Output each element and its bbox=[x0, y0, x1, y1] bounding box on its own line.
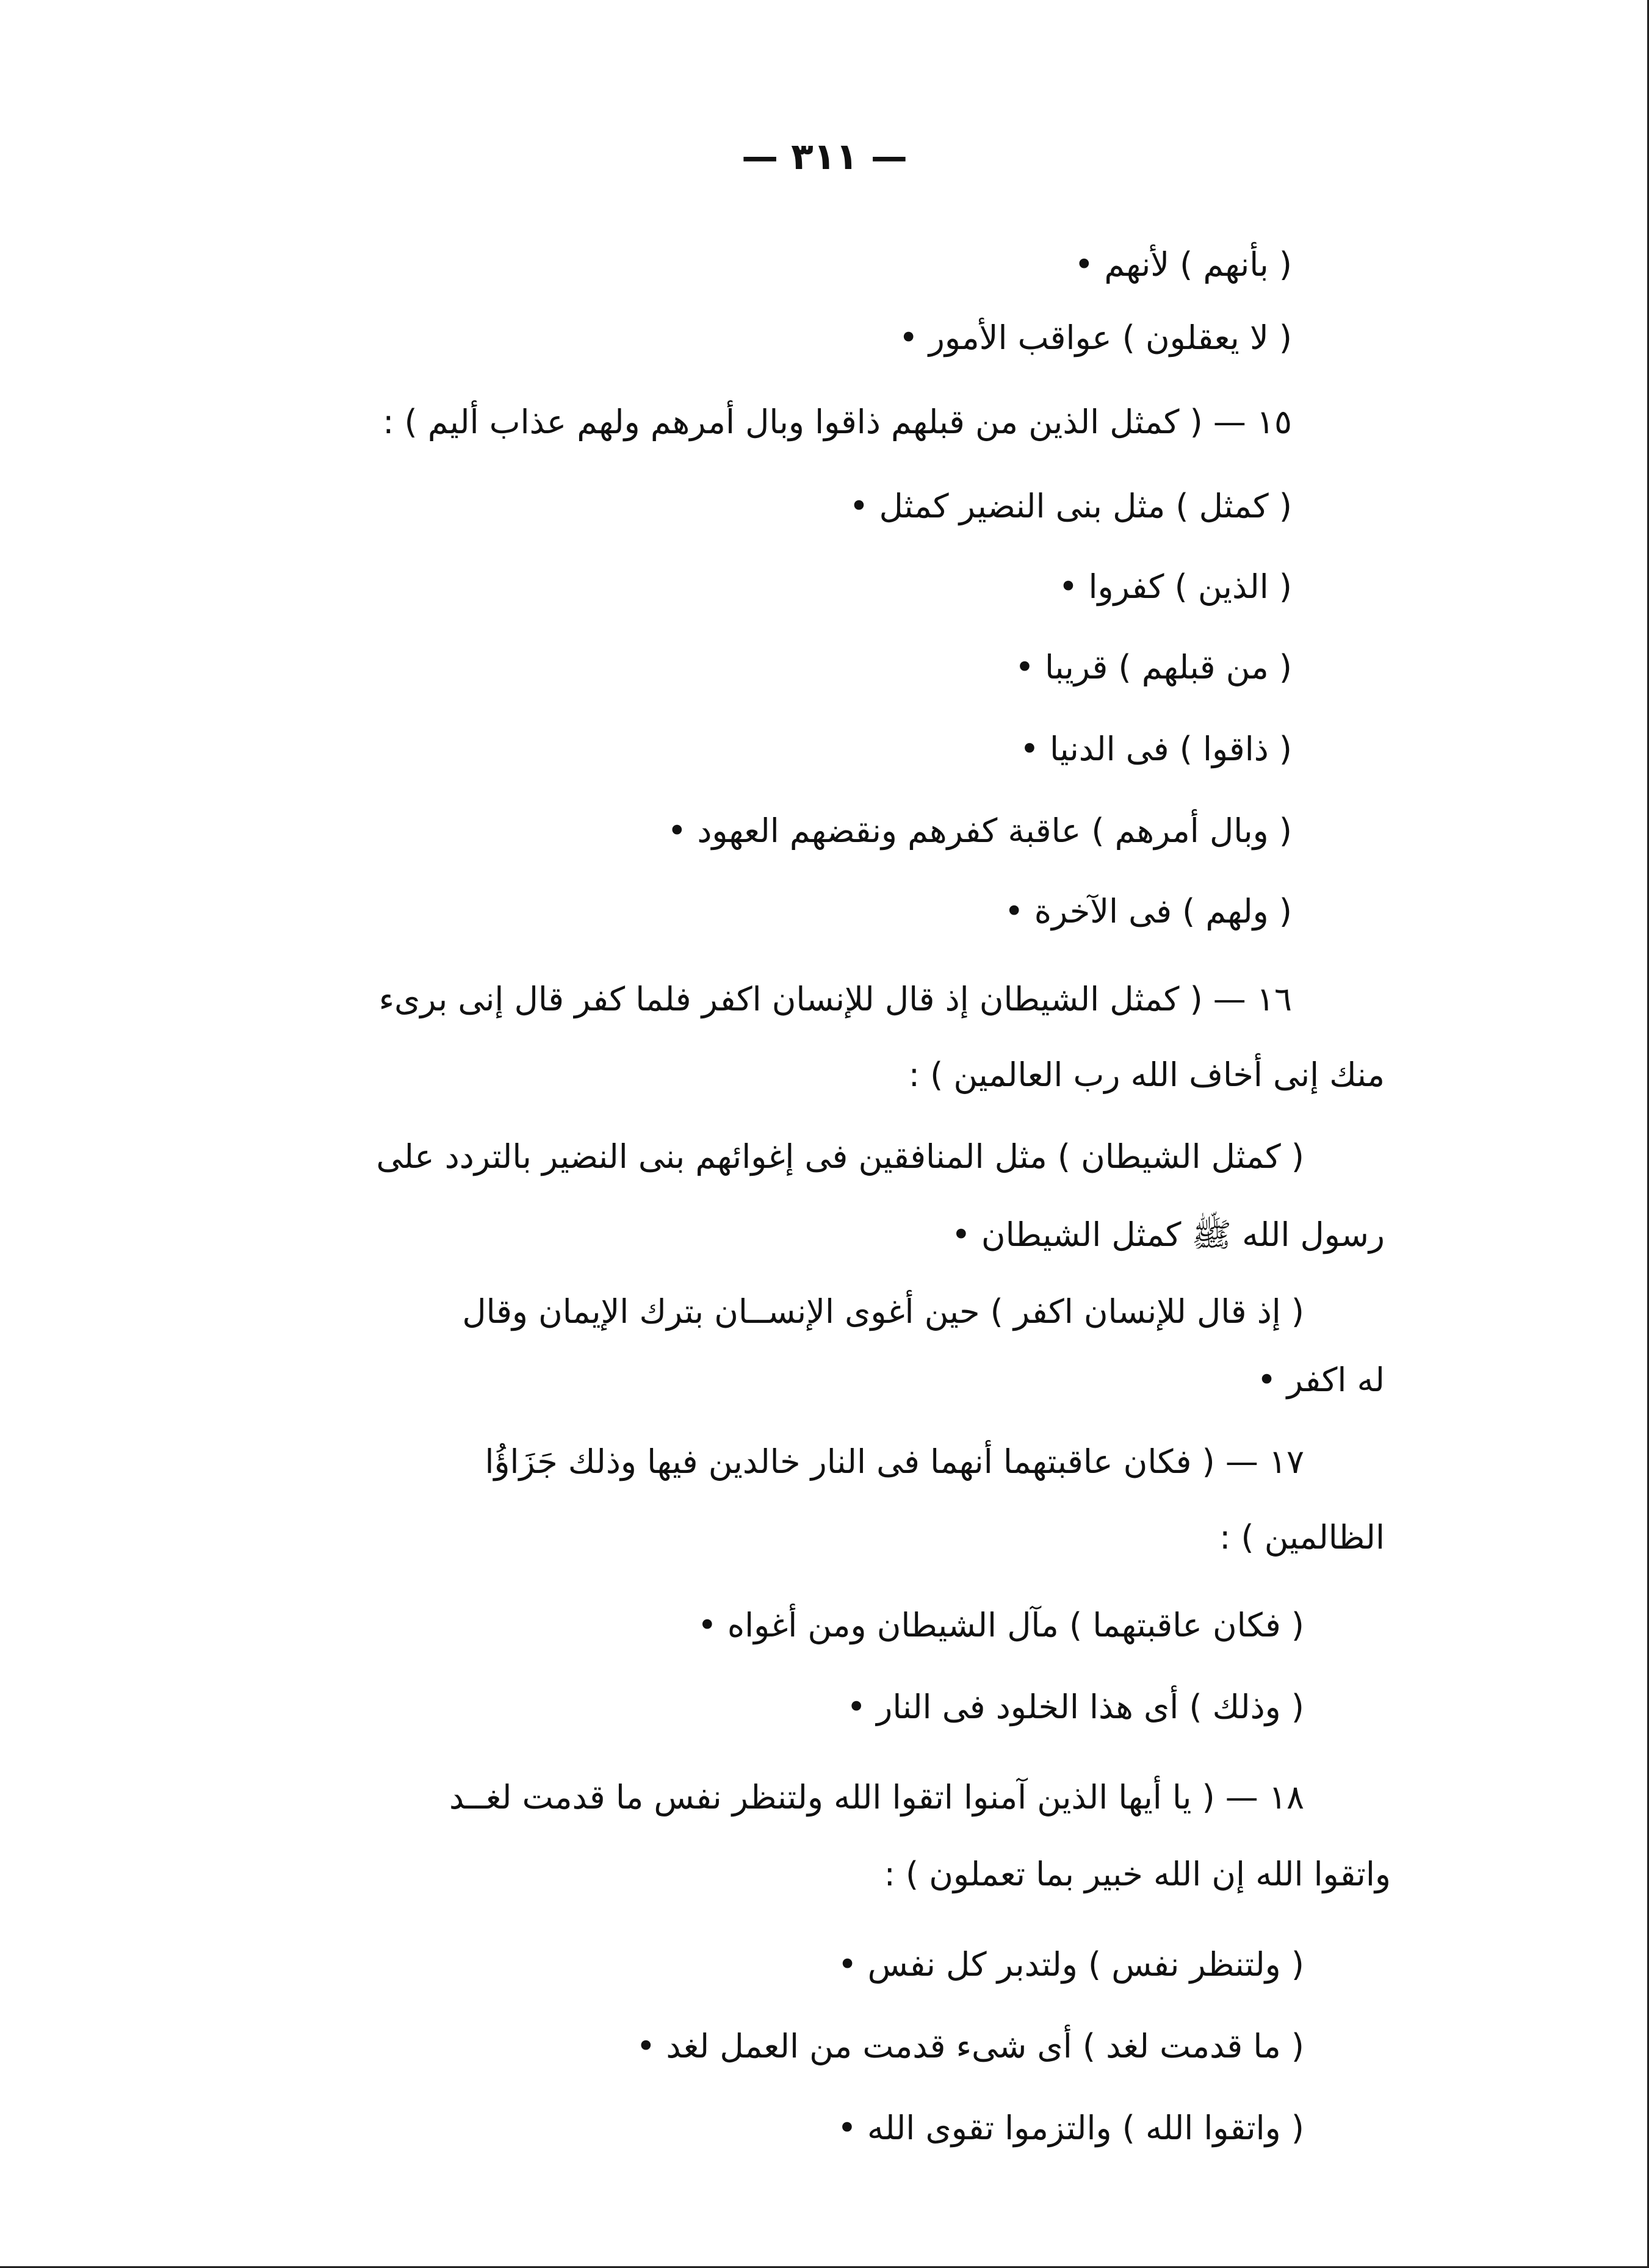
text-line: ( وبال أمرهم ) عاقبة كفرهم ونقضهم العهود • bbox=[667, 812, 1292, 850]
text-line: ( كمثل الشيطان ) مثل المنافقين فى إغوائهم بنى النضير بالتردد على bbox=[376, 1137, 1304, 1176]
text-line: ( بأنهم ) لأنهم • bbox=[1074, 245, 1292, 284]
text-line: ( ولهم ) فى الآخرة • bbox=[1004, 892, 1292, 931]
text-line: له اكفر • bbox=[1257, 1361, 1385, 1399]
text-line: ( واتقوا الله ) والتزموا تقوى الله • bbox=[837, 2109, 1304, 2147]
text-line: ( كمثل ) مثل بنى النضير كمثل • bbox=[849, 487, 1292, 525]
text-line: ( وذلك ) أى هذا الخلود فى النار • bbox=[846, 1688, 1304, 1726]
text-line: ( من قبلهم ) قريبا • bbox=[1014, 648, 1292, 686]
text-line: ١٦ — ( كمثل الشيطان إذ قال للإنسان اكفر فلما كفر قال إنى برىء bbox=[378, 980, 1292, 1018]
text-line: ( ولتنظر نفس ) ولتدبر كل نفس • bbox=[837, 1945, 1304, 1984]
text-line: رسول الله ﷺ كمثل الشيطان • bbox=[951, 1215, 1385, 1254]
text-line: ١٧ — ( فكان عاقبتهما أنهما فى النار خالدين فيها وذلك جَزَاؤُا bbox=[485, 1442, 1304, 1481]
text-line: ( إذ قال للإنسان اكفر ) حين أغوى الإنســان بترك الإيمان وقال bbox=[462, 1292, 1304, 1331]
text-line: ١٥ — ( كمثل الذين من قبلهم ذاقوا وبال أمرهم ولهم عذاب أليم ) : bbox=[383, 403, 1292, 441]
text-line: منك إنى أخاف الله رب العالمين ) : bbox=[908, 1056, 1385, 1094]
text-line: ١٨ — ( يا أيها الذين آمنوا اتقوا الله ولتنظر نفس ما قدمت لغــد bbox=[449, 1778, 1304, 1816]
text-line: واتقوا الله إن الله خبير بما تعملون ) : bbox=[884, 1855, 1391, 1893]
text-line: ( ما قدمت لغد ) أى شىء قدمت من العمل لغد • bbox=[636, 2027, 1304, 2065]
text-line: ( ذاقوا ) فى الدنيا • bbox=[1020, 730, 1292, 768]
text-line: ( الذين ) كفروا • bbox=[1058, 567, 1292, 606]
text-line: ( لا يعقلون ) عواقب الأمور • bbox=[898, 319, 1292, 357]
text-line: ( فكان عاقبتهما ) مآل الشيطان ومن أغواه • bbox=[697, 1606, 1304, 1644]
page-number: — ٣١١ — bbox=[742, 135, 907, 178]
text-line: الظالمين ) : bbox=[1219, 1518, 1385, 1557]
